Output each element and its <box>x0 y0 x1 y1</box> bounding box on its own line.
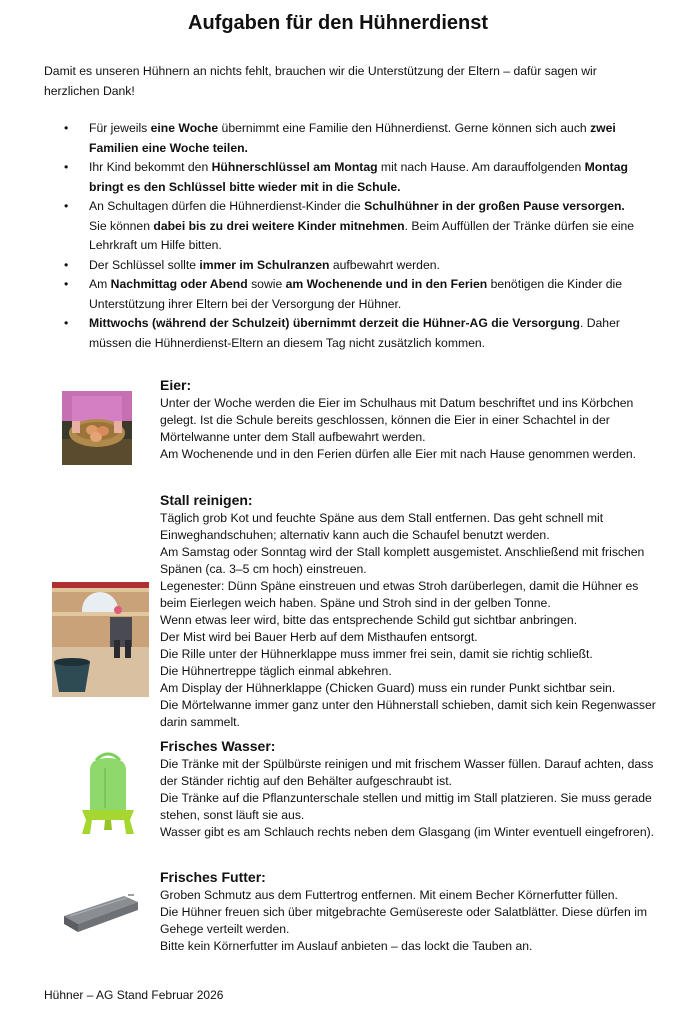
section-line: Legenester: Dünn Späne einstreuen und etwas Stroh darüberlegen, damit die Hühner es beim Eierlegen weich haben. Späne und Stroh sind in der gelben Tonne. <box>160 579 639 610</box>
rule-emphasis: Nachmittag oder Abend <box>110 277 248 291</box>
rule-text: Am <box>89 277 111 291</box>
section-fresh-water <box>160 737 660 841</box>
rule-text: sowie <box>247 277 286 291</box>
section-line: Wenn etwas leer wird, bitte das entsprechende Schild gut sichtbar anbringen. <box>160 613 578 627</box>
rule-item <box>44 275 644 314</box>
section-line: Unter der Woche werden die Eier im Schulhaus mit Datum beschriftet und ins Körbchen gelegt. Ist die Schule bereits geschlossen, können die Eier in einer Schachtel in der Mörtelwanne unter dem Stall aufbewahrt werden. <box>160 396 634 444</box>
page-title: Aufgaben für den Hühnerdienst <box>188 12 488 34</box>
section-heading: Eier: <box>160 377 192 393</box>
rule-emphasis: eine Woche <box>150 121 219 135</box>
section-line: Die Tränke mit der Spülbürste reinigen und mit frischem Wasser füllen. Darauf achten, dass der Ständer richtig auf den Behälter aufgeschraubt ist. <box>160 757 654 788</box>
rule-text: . Daher müssen die Hühnerdienst-Eltern an diesem Tag nicht zusätzlich kommen. <box>89 316 620 350</box>
rule-text: Der Schlüssel sollte <box>89 257 200 272</box>
rule-emphasis: dabei bis zu drei weitere Kinder mitnehmen <box>153 218 405 233</box>
bullet-icon: • <box>64 121 69 135</box>
section-line: Am Samstag oder Sonntag wird der Stall komplett ausgemistet. Anschließend mit frischen Spänen (ca. 3–5 cm hoch) einstreuen. <box>160 545 645 576</box>
feed-trough-image <box>62 890 140 934</box>
section-line: Die Hühnertreppe täglich einmal abkehren. <box>160 664 392 678</box>
section-line: Groben Schmutz aus dem Futtertrog entfernen. Mit einem Becher Körnerfutter füllen. <box>160 888 618 902</box>
section-line: Der Mist wird bei Bauer Herb auf dem Misthaufen entsorgt. <box>160 630 478 644</box>
bullet-icon: • <box>64 257 69 272</box>
bullet-icon: • <box>64 199 69 213</box>
section-line: Die Mörtelwanne immer ganz unter den Hühnerstall schieben, damit sich kein Regenwasser darin sammelt. <box>160 698 656 729</box>
section-eggs <box>160 376 660 463</box>
bullet-icon: • <box>64 160 69 174</box>
rule-item <box>44 158 644 197</box>
coop-photo <box>52 582 149 697</box>
section-line: Am Display der Hühnerklappe (Chicken Guard) muss ein runder Punkt sichtbar sein. <box>160 681 616 695</box>
rule-item <box>44 197 644 256</box>
rule-emphasis: am Wochenende und in den Ferien <box>285 277 488 291</box>
section-line: Bitte kein Körnerfutter im Auslauf anbieten – das lockt die Tauben an. <box>160 939 533 953</box>
rule-text: mit nach Hause. Am darauffolgenden <box>377 160 585 174</box>
rule-text: aufbewahrt werden. <box>329 257 440 272</box>
rule-item <box>44 314 644 353</box>
rules-list <box>44 119 644 353</box>
bullet-icon: • <box>64 316 69 330</box>
rule-text: Sie können <box>89 218 154 233</box>
coop-cleaning-image <box>52 582 149 697</box>
rule-text: benötigen die Kinder die Unterstützung ihrer Eltern bei der Versorgung der Hühner. <box>89 277 623 311</box>
section-fresh-feed <box>160 868 660 955</box>
section-heading: Frisches Wasser: <box>160 738 276 754</box>
rule-emphasis: zwei Familien eine Woche teilen. <box>89 121 616 155</box>
section-line: Die Hühner freuen sich über mitgebrachte Gemüsereste oder Salatblätter. Diese dürfen im Gehege verteilt werden. <box>160 905 648 936</box>
water-drinker-photo <box>78 748 138 840</box>
rule-text: . Beim Auffüllen der Tränke dürfen sie eine Lehrkraft um Hilfe bitten. <box>89 218 635 252</box>
rule-emphasis: Hühnerschlüssel am Montag <box>211 160 378 174</box>
rule-text: Für jeweils <box>89 121 151 135</box>
rule-emphasis: Mittwochs (während der Schulzeit) übernimmt derzeit die Hühner-AG die Versorgung <box>89 316 580 330</box>
water-drinker-image <box>78 748 138 840</box>
section-line: Wasser gibt es am Schlauch rechts neben dem Glasgang (im Winter eventuell eingefroren). <box>160 825 655 839</box>
feed-trough-photo <box>62 890 140 934</box>
section-line: Täglich grob Kot und feuchte Späne aus dem Stall entfernen. Das geht schnell mit Einweghandschuhen; alternativ kann auch die Schaufel benutzt werden. <box>160 511 604 542</box>
eggs-photo <box>62 391 132 465</box>
bullet-icon: • <box>64 277 69 291</box>
section-heading: Stall reinigen: <box>160 492 253 508</box>
rule-emphasis: immer im Schulranzen <box>199 257 330 272</box>
rule-emphasis: Montag bringt es den Schlüssel bitte wieder mit in die Schule. <box>89 160 628 194</box>
child-egg-basket-image <box>62 391 132 465</box>
section-line: Die Rille unter der Hühnerklappe muss immer frei sein, damit sie richtig schließt. <box>160 647 593 661</box>
rule-text: An Schultagen dürfen die Hühnerdienst-Kinder die <box>89 199 365 213</box>
rule-emphasis: Schulhühner in der großen Pause versorgen. <box>364 199 625 213</box>
rule-text: übernimmt eine Familie den Hühnerdienst. Gerne können sich auch <box>218 121 591 135</box>
rule-item <box>44 119 644 158</box>
section-heading: Frisches Futter: <box>160 869 266 885</box>
section-coop-cleaning <box>160 491 660 731</box>
footer-text: Hühner – AG Stand Februar 2026 <box>44 988 224 1002</box>
rule-item <box>44 256 644 276</box>
section-line: Am Wochenende und in den Ferien dürfen alle Eier mit nach Hause genommen werden. <box>160 447 637 461</box>
section-line: Die Tränke auf die Pflanzunterschale stellen und mittig im Stall platzieren. Sie muss gerade stehen, sonst läuft sie aus. <box>160 791 652 822</box>
intro-paragraph: Damit es unseren Hühnern an nichts fehlt, brauchen wir die Unterstützung der Eltern – dafür sagen wir herzlichen Dank! <box>44 64 597 98</box>
rule-text: Ihr Kind bekommt den <box>89 160 212 174</box>
